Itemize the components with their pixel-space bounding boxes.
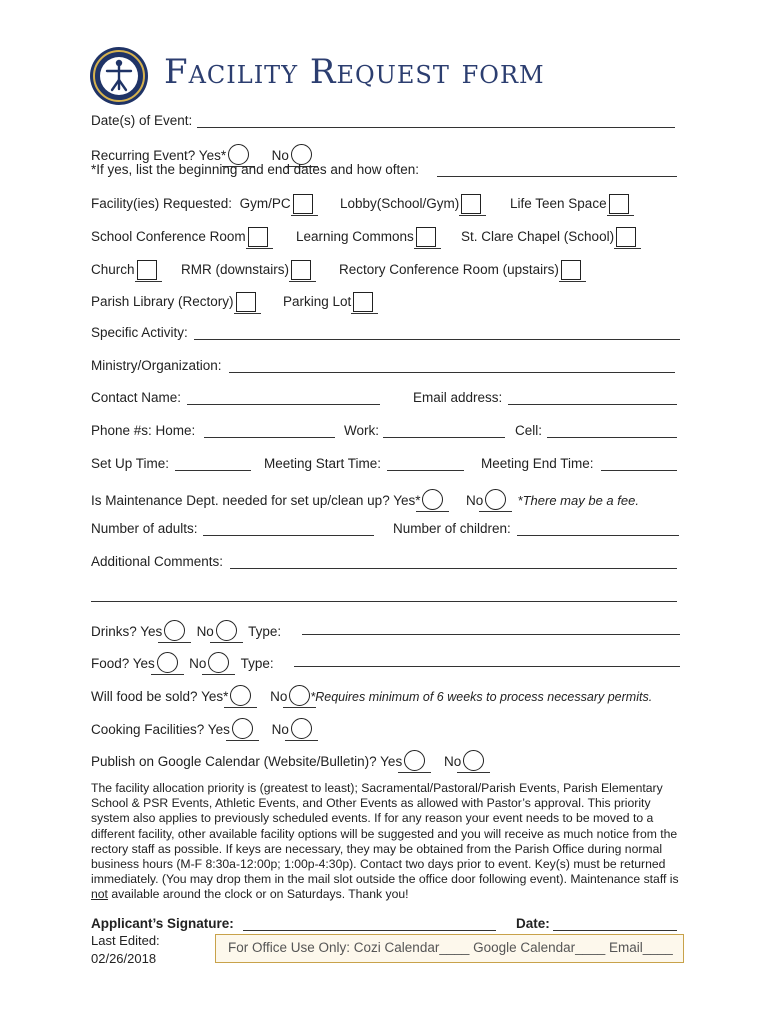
facility-church-checkbox[interactable] — [137, 260, 157, 280]
publish-no-radio[interactable] — [463, 750, 484, 771]
facility-rmr-checkbox[interactable] — [291, 260, 311, 280]
children-label: Number of children: — [393, 521, 511, 536]
parish-seal-icon — [89, 46, 149, 106]
cooking-yes-radio[interactable] — [232, 718, 253, 739]
recurring-note: *If yes, list the beginning and end dates and how often: — [91, 162, 419, 177]
maintenance-label: Is Maintenance Dept. needed for set up/clean up? Yes* — [91, 493, 421, 508]
facility-learning-checkbox[interactable] — [416, 227, 436, 247]
adults-label: Number of adults: — [91, 521, 198, 536]
last-edited-label: Last Edited: — [91, 933, 160, 948]
activity-label: Specific Activity: — [91, 325, 188, 340]
facility-conference-checkbox[interactable] — [248, 227, 268, 247]
cooking-no-label: No — [271, 722, 289, 737]
phone-cell-field[interactable] — [547, 424, 677, 438]
activity-field[interactable] — [194, 326, 680, 340]
food-type-label: Type: — [240, 656, 274, 671]
last-edited-date: 02/26/2018 — [91, 951, 157, 966]
end-time-field[interactable] — [601, 457, 677, 471]
facilities-label: Facility(ies) Requested: — [91, 196, 233, 211]
comments-field[interactable] — [230, 555, 677, 569]
food-no-radio[interactable] — [208, 652, 229, 673]
recurring-label: Recurring Event? Yes* — [91, 148, 227, 163]
cooking-no-radio[interactable] — [291, 718, 312, 739]
facility-chapel-checkbox[interactable] — [616, 227, 636, 247]
dates-field[interactable] — [197, 114, 675, 128]
dates-label: Date(s) of Event: — [91, 113, 193, 128]
food-sold-label: Will food be sold? Yes* — [91, 689, 229, 704]
signature-field[interactable] — [243, 917, 496, 931]
food-sold-yes-radio[interactable] — [230, 685, 251, 706]
policy-paragraph: The facility allocation priority is (greatest to least); Sacramental/Pastoral/Parish Events, Parish Elementary School & PSR Events, Athletic Events, and Other Events as allowed with Pastor’s approval. This priority system also applies to previously scheduled events. If for any reason your event needs to be moved to a different facility, other available facility options will be suggested and you will receive as much notice from the rectory staff as possible. If keys are necessary, they may be obtained from the Parish Office during normal business hours (M-F 8:30a-12:00p; 1:00p-4:30p). Contact two days prior to event. Key(s) must be returned immediately. (You may drop them in the mail slot outside the office door following event). Maintenance staff is not available around the clock or on Saturdays. Thank you! — [91, 781, 679, 902]
maintenance-no-label: No — [466, 493, 484, 508]
facility-conference-label: School Conference Room — [91, 229, 246, 244]
food-yes-radio[interactable] — [157, 652, 178, 673]
facility-rmr-label: RMR (downstairs) — [181, 262, 290, 277]
publish-label: Publish on Google Calendar (Website/Bulletin)? Yes — [91, 754, 403, 769]
drinks-type-field[interactable] — [302, 621, 680, 635]
publish-yes-radio[interactable] — [404, 750, 425, 771]
facility-lifeteen-label: Life Teen Space — [510, 196, 607, 211]
facility-chapel-label: St. Clare Chapel (School) — [461, 229, 615, 244]
facility-rectory-conference-label: Rectory Conference Room (upstairs) — [339, 262, 559, 277]
facility-lobby-label: Lobby(School/Gym) — [340, 196, 460, 211]
signature-date-label: Date: — [516, 916, 550, 931]
drinks-no-label: No — [196, 624, 214, 639]
contact-name-label: Contact Name: — [91, 390, 182, 405]
facility-church-label: Church — [91, 262, 135, 277]
start-time-field[interactable] — [387, 457, 464, 471]
food-sold-no-radio[interactable] — [289, 685, 310, 706]
phone-home-field[interactable] — [204, 424, 335, 438]
food-type-field[interactable] — [294, 653, 680, 667]
food-sold-no-label: No — [270, 689, 288, 704]
phone-cell-label: Cell: — [515, 423, 543, 438]
facility-library-label: Parish Library (Rectory) — [91, 294, 234, 309]
children-field[interactable] — [517, 522, 679, 536]
phone-home-label: Phone #s: Home: — [91, 423, 196, 438]
facility-rectory-conference-checkbox[interactable] — [561, 260, 581, 280]
food-label: Food? Yes — [91, 656, 155, 671]
ministry-field[interactable] — [229, 359, 675, 373]
email-label: Email address: — [413, 390, 503, 405]
adults-field[interactable] — [203, 522, 374, 536]
drinks-type-label: Type: — [248, 624, 282, 639]
comments-field-line2[interactable] — [91, 588, 677, 602]
end-time-label: Meeting End Time: — [481, 456, 594, 471]
drinks-yes-radio[interactable] — [164, 620, 185, 641]
phone-work-label: Work: — [344, 423, 380, 438]
facility-lobby-checkbox[interactable] — [461, 194, 481, 214]
publish-no-label: No — [443, 754, 462, 769]
start-time-label: Meeting Start Time: — [264, 456, 382, 471]
maintenance-yes-radio[interactable] — [422, 489, 443, 510]
contact-name-field[interactable] — [187, 391, 380, 405]
setup-time-label: Set Up Time: — [91, 456, 170, 471]
recurring-dates-field[interactable] — [437, 163, 677, 177]
form-title: Facility Request form — [164, 52, 545, 92]
drinks-label: Drinks? Yes — [91, 624, 163, 639]
facility-gym-checkbox[interactable] — [293, 194, 313, 214]
office-use-box: For Office Use Only: Cozi Calendar____ Google Calendar____ Email____ — [215, 934, 684, 963]
maintenance-fee-note: *There may be a fee. — [517, 493, 639, 508]
drinks-no-radio[interactable] — [216, 620, 237, 641]
setup-time-field[interactable] — [175, 457, 251, 471]
recurring-no-label: No — [271, 148, 289, 163]
facility-lifeteen-checkbox[interactable] — [609, 194, 629, 214]
facility-library-checkbox[interactable] — [236, 292, 256, 312]
facility-gym-label: Gym/PC — [239, 196, 291, 211]
signature-label: Applicant’s Signature: — [91, 916, 234, 931]
food-no-label: No — [189, 656, 207, 671]
ministry-label: Ministry/Organization: — [91, 358, 222, 373]
facility-learning-label: Learning Commons — [296, 229, 414, 244]
comments-label: Additional Comments: — [91, 554, 224, 569]
maintenance-no-radio[interactable] — [485, 489, 506, 510]
cooking-label: Cooking Facilities? Yes — [91, 722, 230, 737]
phone-work-field[interactable] — [383, 424, 505, 438]
facility-parking-checkbox[interactable] — [353, 292, 373, 312]
signature-date-field[interactable] — [553, 917, 677, 931]
permit-note: *Requires minimum of 6 weeks to process necessary permits. — [310, 690, 653, 704]
email-field[interactable] — [508, 391, 677, 405]
facility-parking-label: Parking Lot — [283, 294, 352, 309]
